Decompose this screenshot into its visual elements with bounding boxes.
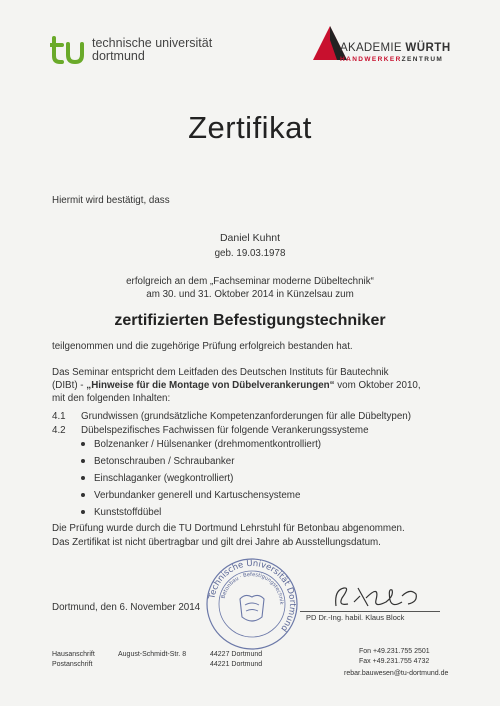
seminar-guideline: „Hinweise für die Montage von Dübelverankerungen“ — [86, 380, 335, 391]
section-number: 4.1 — [52, 411, 66, 422]
course-line-1: erfolgreich an dem „Fachseminar moderne Dübeltechnik“ — [126, 276, 374, 287]
seminar-line-3: mit den folgenden Inhalten: — [52, 393, 171, 404]
seminar-line-1: Das Seminar entspricht dem Leitfaden des Deutschen Instituts für Bautechnik — [52, 367, 389, 378]
akademie-label: AKADEMIE — [340, 42, 402, 54]
footer-fax: Fax +49.231.755 4732 — [359, 658, 430, 665]
seminar-line-2 — [52, 380, 421, 391]
section-item — [52, 411, 412, 422]
signature-line — [300, 611, 440, 612]
recipient-name: Daniel Kuhnt — [219, 232, 281, 244]
tu-line1: technische universität — [92, 36, 213, 50]
seal-outer-text: Technische Universität Dortmund — [207, 558, 298, 634]
passed-text: teilgenommen und die zugehörige Prüfung erfolgreich bestanden hat. — [52, 341, 353, 352]
birth-date: geb. 19.03.1978 — [214, 248, 286, 259]
signatory-name: PD Dr.-Ing. habil. Klaus Block — [306, 613, 405, 622]
zentrum-label: ZENTRUM — [401, 56, 444, 63]
bullet-icon — [81, 442, 85, 446]
seminar-line-2c: vom Oktober 2010, — [334, 380, 421, 391]
list-item-text: Verbundanker generell und Kartuschensysteme — [94, 490, 301, 501]
exam-line-1: Die Prüfung wurde durch die TU Dortmund Lehrstuhl für Betonbau abgenommen. — [52, 523, 405, 534]
section-text: Grundwissen (grundsätzliche Kompetenzanforderungen für alle Dübeltypen) — [81, 411, 412, 422]
list-item — [81, 456, 235, 467]
tu-line2: dortmund — [92, 49, 145, 63]
list-item-text: Betonschrauben / Schraubanker — [94, 456, 235, 467]
list-item — [81, 490, 300, 501]
official-seal-icon — [205, 557, 299, 651]
place-date: Dortmund, den 6. November 2014 — [52, 602, 201, 613]
list-item-text: Einschlaganker (wegkontrolliert) — [94, 473, 234, 484]
list-item — [81, 473, 233, 484]
section-text: Dübelspezifisches Fachwissen für folgende Verankerungssysteme — [81, 425, 369, 436]
list-item-text: Bolzenanker / Hülsenanker (drehmomentkontrolliert) — [94, 439, 322, 450]
handwerker-label: HANDWERKER — [340, 56, 402, 63]
certified-title: zertifizierten Befestigungstechniker — [114, 312, 386, 329]
akademie-wuerth-name — [340, 42, 451, 54]
footer-label-2: Postanschrift — [52, 661, 93, 668]
bullet-icon — [81, 459, 85, 463]
section-number: 4.2 — [52, 425, 66, 436]
list-item — [81, 507, 161, 518]
list-item-text: Kunststoffdübel — [94, 507, 162, 518]
footer-label-1: Hausanschrift — [52, 651, 95, 658]
seal-inner-text: Betonbau · Befestigungstechnik — [220, 571, 285, 605]
seminar-line-2a: (DIBt) - — [52, 380, 87, 391]
page-title: Zertifikat — [188, 110, 312, 145]
bullet-icon — [81, 476, 85, 480]
section-item — [52, 425, 369, 436]
bullet-icon — [81, 510, 85, 514]
footer-email: rebar.bauwesen@tu-dortmund.de — [344, 670, 449, 677]
footer-fon: Fon +49.231.755 2501 — [359, 648, 430, 655]
intro-text: Hiermit wird bestätigt, dass — [52, 195, 170, 206]
footer-zip-2: 44221 Dortmund — [210, 661, 263, 668]
wuerth-label: WÜRTH — [405, 42, 451, 54]
tu-dortmund-logo-icon — [50, 36, 88, 66]
footer-zip-1: 44227 Dortmund — [210, 651, 263, 658]
course-line-2: am 30. und 31. Oktober 2014 in Künzelsau zum — [146, 289, 354, 300]
list-item — [81, 439, 321, 450]
exam-line-2: Das Zertifikat ist nicht übertragbar und gilt drei Jahre ab Ausstellungsdatum. — [52, 537, 381, 548]
signature-icon — [330, 582, 430, 614]
footer-street: August-Schmidt-Str. 8 — [118, 651, 187, 658]
bullet-icon — [81, 493, 85, 497]
tu-dortmund-name — [92, 37, 212, 63]
handwerkerzentrum-label — [340, 56, 443, 63]
